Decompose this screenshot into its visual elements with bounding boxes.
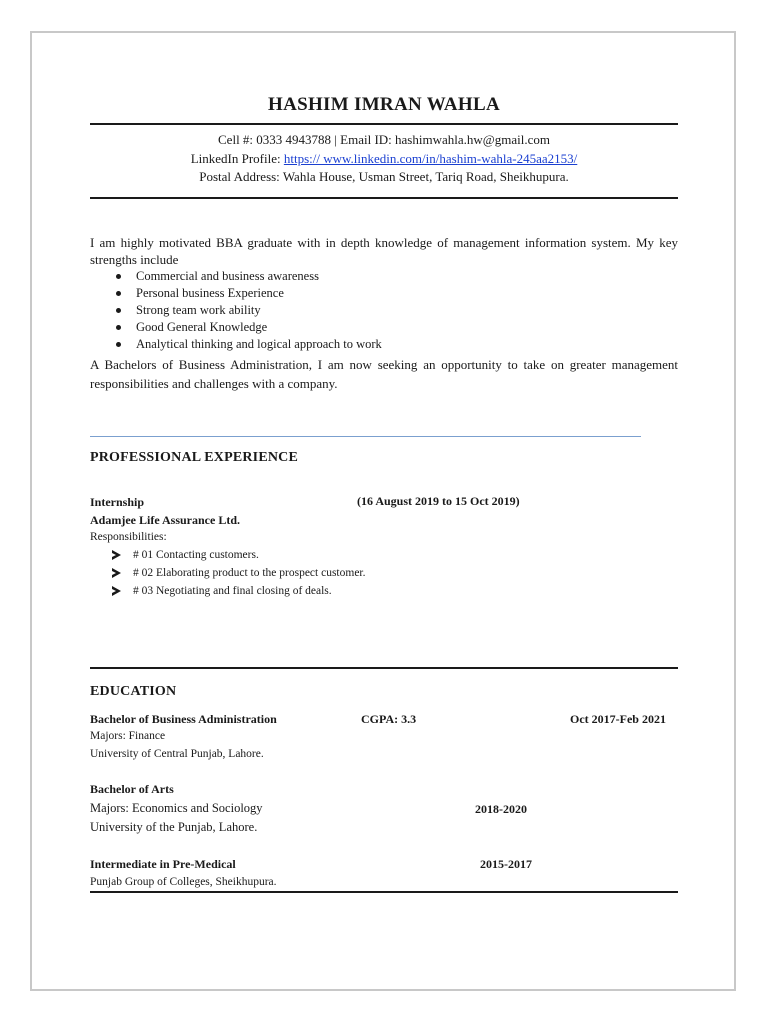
header-bottom-rule — [90, 197, 678, 199]
education-school: University of Central Punjab, Lahore. — [90, 748, 264, 760]
summary-closing: A Bachelors of Business Administration, I am now seeking an opportunity to take on greater management responsibilities and challenges with a company. — [90, 357, 678, 391]
experience-company: Adamjee Life Assurance Ltd. — [90, 513, 240, 527]
education-bottom-rule — [90, 891, 678, 893]
section-divider — [90, 436, 641, 437]
experience-role: Internship — [90, 495, 145, 509]
contact-linkedin — [0, 150, 768, 168]
linkedin-link[interactable]: https:// www.linkedin.com/in/hashim-wahla-245aa2153/ — [283, 151, 578, 166]
list-item-text: # 01 Contacting customers. — [133, 549, 259, 561]
education-dates: 2015-2017 — [480, 857, 532, 871]
education-majors: Majors: Finance — [90, 730, 166, 742]
header-top-rule — [90, 123, 678, 125]
education-dates: Oct 2017-Feb 2021 — [570, 712, 666, 726]
education-cgpa: CGPA: 3.3 — [361, 712, 417, 726]
education-degree: Intermediate in Pre-Medical — [90, 857, 236, 871]
list-item-text: # 02 Elaborating product to the prospect customer. — [133, 567, 366, 579]
contact-cell-email: Cell #: 0333 4943788 | Email ID: hashimwahla.hw@gmail.com — [218, 132, 550, 147]
linkedin-label: LinkedIn Profile: — [190, 151, 284, 166]
list-item: Personal business Experience — [110, 285, 670, 302]
education-top-rule — [90, 667, 678, 669]
arrow-bullet-icon — [112, 550, 121, 560]
education-school: Punjab Group of Colleges, Sheikhupura. — [90, 876, 277, 888]
education-degree: Bachelor of Arts — [90, 782, 174, 796]
education-heading: EDUCATION — [90, 684, 177, 699]
arrow-bullet-icon — [112, 586, 121, 596]
list-item-text: # 03 Negotiating and final closing of deals. — [133, 585, 332, 597]
education-degree: Bachelor of Business Administration — [90, 712, 277, 726]
education-dates: 2018-2020 — [475, 802, 527, 816]
list-item — [112, 546, 366, 564]
contact-postal-address: Postal Address: Wahla House, Usman Street, Tariq Road, Sheikhupura. — [199, 169, 569, 184]
candidate-name: HASHIM IMRAN WAHLA — [267, 94, 500, 115]
strengths-list — [110, 268, 670, 353]
experience-heading: PROFESSIONAL EXPERIENCE — [90, 450, 299, 465]
list-item — [112, 564, 366, 582]
education-school: University of the Punjab, Lahore. — [90, 820, 258, 834]
list-item: Good General Knowledge — [110, 319, 670, 336]
experience-dates: (16 August 2019 to 15 Oct 2019) — [357, 494, 520, 508]
list-item: Analytical thinking and logical approach to work — [110, 336, 670, 353]
summary-intro: I am highly motivated BBA graduate with in depth knowledge of management information system. My key strengths include — [90, 235, 678, 267]
responsibilities-list — [112, 546, 366, 600]
list-item: Commercial and business awareness — [110, 268, 670, 285]
responsibilities-label: Responsibilities: — [90, 531, 167, 543]
list-item: Strong team work ability — [110, 302, 670, 319]
list-item — [112, 582, 366, 600]
education-majors: Majors: Economics and Sociology — [90, 801, 263, 815]
arrow-bullet-icon — [112, 568, 121, 578]
